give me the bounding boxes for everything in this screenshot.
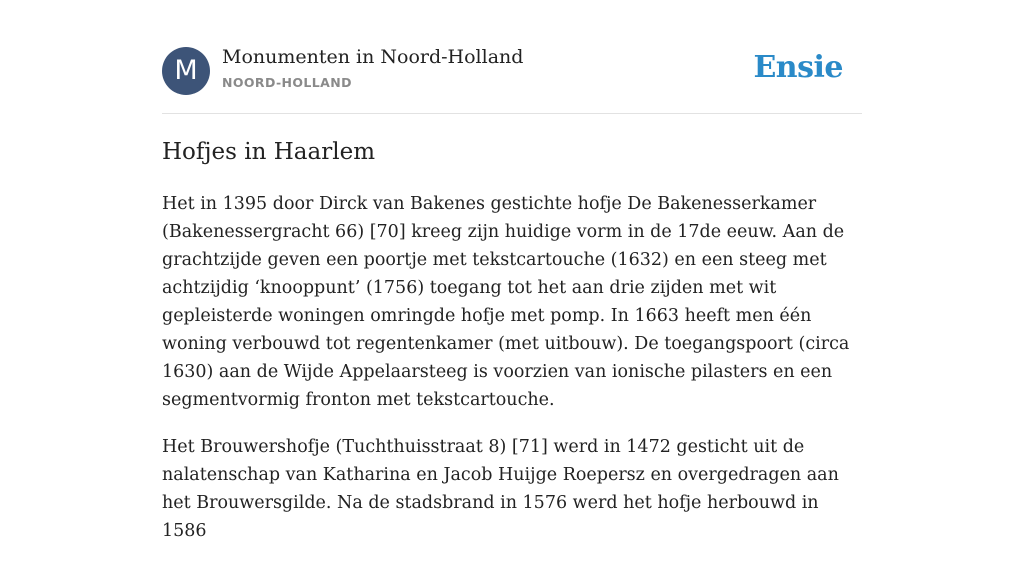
article-paragraph: Het in 1395 door Dirck van Bakenes gestichte hofje De Bakenesserkamer (Bakenessergracht 66) [70] kreeg zijn huidige vorm in de 17de eeuw. Aan de grachtzijde geven een poortje met tekstcartouche (1632) en een steeg met achtzijdig ‘knooppunt’ (1756) toegang tot het aan drie zijden met wit gepleisterde woningen omringde hofje met pomp. In 1663 heeft men één woning verbouwd tot regentenkamer (met uitbouw). De toegangspoort (circa 1630) aan de Wijde Appelaarsteeg is voorzien van ionische pilasters en een segmentvormig fronton met tekstcartouche.	[162, 194, 850, 410]
site-title[interactable]: Monumenten in Noord-Holland	[222, 46, 524, 68]
brand-logo[interactable]: Ensie	[753, 50, 843, 85]
header-divider	[162, 113, 862, 114]
site-subtitle: NOORD-HOLLAND	[222, 75, 352, 90]
article-body	[162, 190, 862, 564]
article-title: Hofjes in Haarlem	[162, 139, 376, 165]
site-header	[162, 46, 862, 96]
avatar[interactable]: M	[162, 47, 210, 95]
article-paragraph: Het Brouwershofje (Tuchthuisstraat 8) [71] werd in 1472 gesticht uit de nalatenschap van Katharina en Jacob Huijge Roepersz en overgedragen aan het Brouwersgilde. Na de stadsbrand in 1576 werd het hofje herbouwd in 1586	[162, 437, 839, 541]
